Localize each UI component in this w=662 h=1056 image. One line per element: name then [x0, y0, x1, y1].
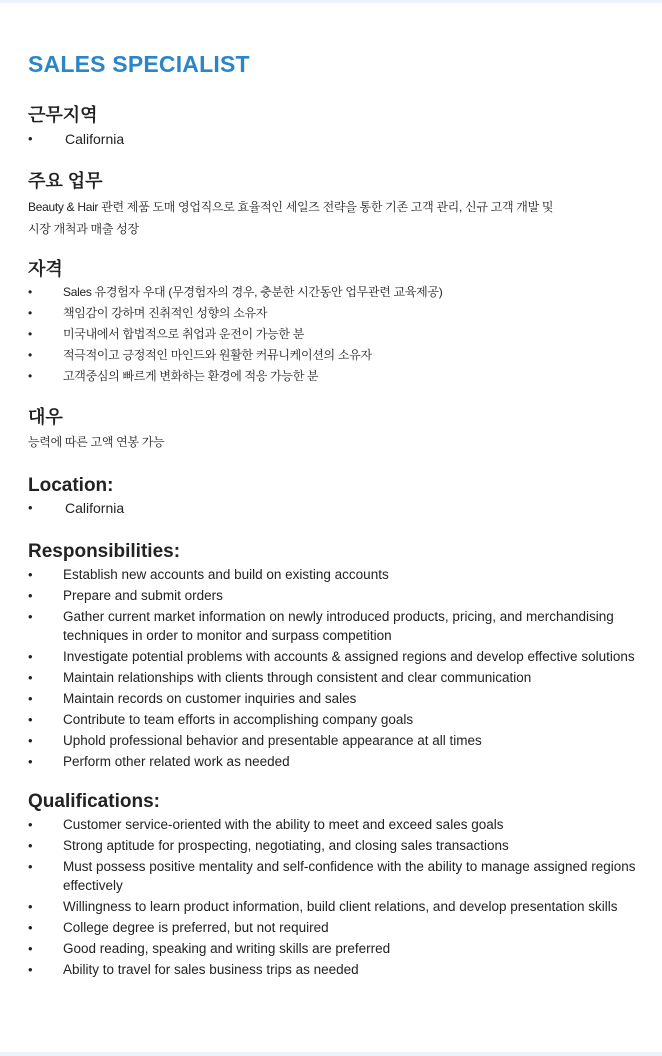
ko-qualifications-section — [28, 258, 638, 387]
list-item-text: Ability to travel for sales business trips as needed — [63, 962, 359, 977]
en-location-section — [28, 475, 638, 518]
bullet-icon: • — [28, 567, 33, 582]
ko-compensation-heading: 대우 — [28, 407, 63, 427]
ko-compensation-section — [28, 406, 638, 453]
en-location-list — [28, 498, 638, 518]
en-responsibilities-list — [28, 565, 638, 771]
ko-duties-text — [28, 196, 638, 240]
list-item — [28, 668, 638, 687]
list-item-text: Uphold professional behavior and presentable appearance at all times — [63, 733, 482, 748]
list-item — [28, 897, 638, 916]
list-item-text: 미국내에서 합법적으로 취업과 운전이 가능한 분 — [63, 327, 305, 341]
en-location-heading: Location: — [28, 475, 114, 496]
bullet-icon: • — [28, 348, 32, 362]
bullet-icon: • — [28, 920, 33, 935]
list-item — [28, 857, 638, 895]
list-item-text: Maintain records on customer inquiries and sales — [63, 691, 357, 706]
bullet-icon: • — [28, 817, 33, 832]
list-item-text: Maintain relationships with clients through consistent and clear communication — [63, 670, 532, 685]
en-qualifications-list — [28, 815, 638, 979]
en-responsibilities-heading: Responsibilities: — [28, 541, 181, 562]
list-item — [28, 303, 638, 324]
bullet-icon: • — [28, 670, 33, 685]
bullet-icon: • — [28, 754, 33, 769]
list-item — [28, 565, 638, 584]
ko-duties-line: Beauty & Hair 관련 제품 도매 영업직으로 효율적인 세일즈 전략을 통한 기존 고객 관리, 신규 고객 개발 및 — [28, 200, 554, 214]
bullet-icon: • — [28, 899, 33, 914]
list-item — [28, 647, 638, 666]
en-qualifications-heading: Qualifications: — [28, 791, 160, 812]
list-item-text: Customer service-oriented with the ability to meet and exceed sales goals — [63, 817, 504, 832]
list-item-text: Willingness to learn product information, build client relations, and develop presentation skills — [63, 899, 618, 914]
bullet-icon: • — [28, 962, 33, 977]
job-posting — [28, 50, 638, 981]
ko-location-section — [28, 104, 638, 149]
list-item-text: Sales 유경험자 우대 (무경험자의 경우, 충분한 시간동안 업무관련 교육제공) — [63, 285, 443, 299]
list-item — [28, 498, 638, 518]
list-item — [28, 815, 638, 834]
bullet-icon: • — [28, 131, 33, 146]
list-item-text: Must possess positive mentality and self-confidence with the ability to manage assigned regions effectively — [63, 859, 636, 893]
bullet-icon: • — [28, 941, 33, 956]
list-item — [28, 345, 638, 366]
list-item-text: 적극적이고 긍정적인 마인드와 원활한 커뮤니케이션의 소유자 — [63, 348, 372, 362]
top-edge-strip — [0, 0, 662, 3]
list-item — [28, 366, 638, 387]
ko-location-heading: 근무지역 — [28, 105, 98, 125]
list-item-text: California — [65, 131, 125, 147]
ko-duties-section — [28, 170, 638, 240]
bullet-icon: • — [28, 609, 33, 624]
list-item — [28, 689, 638, 708]
bullet-icon: • — [28, 649, 33, 664]
list-item — [28, 960, 638, 979]
job-title: SALES SPECIALIST — [28, 51, 250, 77]
ko-location-list — [28, 129, 638, 149]
bullet-icon: • — [28, 369, 32, 383]
list-item — [28, 752, 638, 771]
list-item — [28, 129, 638, 149]
ko-duties-line: 시장 개척과 매출 성장 — [28, 222, 139, 236]
list-item — [28, 731, 638, 750]
list-item-text: California — [65, 500, 125, 516]
bullet-icon: • — [28, 500, 33, 515]
list-item — [28, 586, 638, 605]
list-item-text: Contribute to team efforts in accomplishing company goals — [63, 712, 414, 727]
list-item — [28, 836, 638, 855]
ko-qualifications-list — [28, 282, 638, 387]
list-item-text: Perform other related work as needed — [63, 754, 290, 769]
bullet-icon: • — [28, 859, 33, 874]
list-item-text: Strong aptitude for prospecting, negotiating, and closing sales transactions — [63, 838, 509, 853]
list-item-text: Gather current market information on newly introduced products, pricing, and merchandising techniques in order to monitor and surpass competition — [63, 609, 614, 643]
ko-duties-heading: 주요 업무 — [28, 171, 103, 191]
list-item-text: College degree is preferred, but not required — [63, 920, 329, 935]
bullet-icon: • — [28, 838, 33, 853]
bullet-icon: • — [28, 306, 32, 320]
bullet-icon: • — [28, 733, 33, 748]
list-item — [28, 607, 638, 645]
bullet-icon: • — [28, 712, 33, 727]
bullet-icon: • — [28, 285, 32, 299]
bottom-edge-strip — [0, 1052, 662, 1056]
list-item — [28, 324, 638, 345]
list-item — [28, 939, 638, 958]
ko-compensation-text: 능력에 따른 고액 연봉 가능 — [28, 435, 165, 449]
en-qualifications-section — [28, 791, 638, 979]
list-item-text: 책임감이 강하며 진취적인 성향의 소유자 — [63, 306, 268, 320]
list-item-text: Good reading, speaking and writing skills are preferred — [63, 941, 391, 956]
list-item — [28, 710, 638, 729]
list-item-text: Establish new accounts and build on existing accounts — [63, 567, 389, 582]
bullet-icon: • — [28, 588, 33, 603]
ko-qualifications-heading: 자격 — [28, 259, 63, 279]
list-item-text: 고객중심의 빠르게 변화하는 환경에 적응 가능한 분 — [63, 369, 319, 383]
bullet-icon: • — [28, 691, 33, 706]
list-item-text: Investigate potential problems with accounts & assigned regions and develop effective solutions — [63, 649, 635, 664]
en-responsibilities-section — [28, 541, 638, 771]
list-item — [28, 282, 638, 303]
list-item-text: Prepare and submit orders — [63, 588, 223, 603]
list-item — [28, 918, 638, 937]
bullet-icon: • — [28, 327, 32, 341]
